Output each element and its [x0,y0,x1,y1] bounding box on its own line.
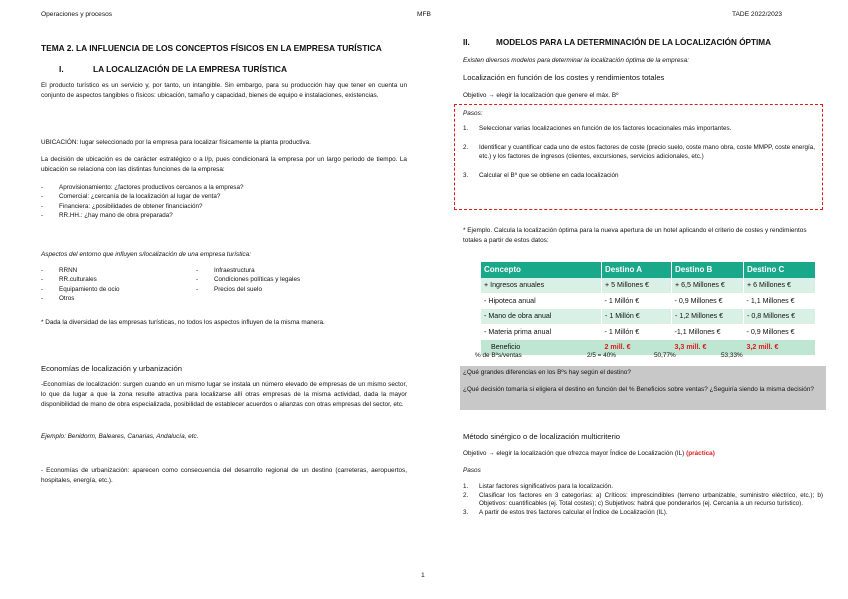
list-item: 3. Calcular el Bº que se obtiene en cada localización [463,172,619,179]
method-title: Método sinérgico o de localización multicriterio [463,432,621,441]
economies-title: Economías de localización y urbanización [41,364,182,373]
table-cell: 3,2 mill. € [744,340,816,356]
section-title-2: MODELOS PARA LA DETERMINACIÓN DE LA LOCALIZACIÓN ÓPTIMA [496,38,772,47]
section-number-2: II. [463,38,470,47]
list-item: 3. A partir de estos tres factores calcular el Índice de Localización (IL). [463,508,668,516]
steps-box [454,104,823,210]
diversity-note: * Dada la diversidad de las empresas turísticas, no todos los aspectos influyen de la misma manera. [41,319,325,326]
table-cell: + 6,5 Millones € [672,278,744,294]
list-item: - RR.culturales [41,275,196,284]
steps-list [463,125,815,181]
example-paragraph: * Ejemplo. Calcula la localización óptima para la nueva apertura de un hotel aplicando el criterio de costes y rendimientos totales a partir de estos datos: [463,227,807,244]
method-steps-label: Pasos [463,467,481,474]
page-title: TEMA 2. LA INFLUENCIA DE LOS CONCEPTOS FÍSICOS EN LA EMPRESA TURÍSTICA [41,43,382,53]
list-item: - Otros [41,294,196,303]
table-cell: Beneficio [481,340,602,356]
table-cell: - 1,1 Millones € [744,293,816,309]
intro-paragraph: El producto turístico es un servicio y, por tanto, un intangible. Sin embargo, para su producción hay que tener en cuenta un conjunto de aspectos tangibles o físicos: ubicación, tamaño y capacidad, bienes de equipo e instalaciones, existencias. [41,82,407,99]
header-right: TADE 2022/2023 [732,11,783,18]
table-header-cell: Destino C [744,262,816,278]
costs-subtitle: Localización en función de los costes y rendimientos totales [463,73,665,82]
questions-box [460,366,826,410]
table-cell: - 1 Millón € [602,309,672,325]
table-row [481,309,815,325]
method-objective: Objetivo → elegir la localización que ofrezca mayor Índice de Localización (IL) (práctica) [463,450,715,457]
list-item: 1. Listar factores significativos para la localización. [463,483,614,490]
aspects-grid [41,266,356,304]
method-steps-list [463,483,823,517]
page-number: 1 [421,572,425,579]
ratio-value: 53,33% [721,352,743,359]
table-cell: + 6 Millones € [744,278,816,294]
question-1: ¿Qué grandes diferencias en los Bºs hay según el destino? [463,369,631,376]
table-cell: - 1,2 Millones € [672,309,744,325]
ubicacion-definition: UBICACIÓN: lugar seleccionado por la empresa para localizar físicamente la planta productiva. [41,139,311,146]
table-cell: - Hipoteca anual [481,293,602,309]
steps-label: Pasos: [463,110,483,117]
ratio-label: % de Bºs/ventas [475,352,522,359]
table-header-row [481,262,815,278]
table-cell: - 0,9 Millones € [744,324,816,340]
practica-tag: (práctica) [686,450,715,457]
table-cell: 3,3 mill. € [672,340,744,356]
aspects-right-list [196,266,356,304]
table-cell: - Mano de obra anual [481,309,602,325]
table-row [481,293,815,309]
aspects-title: Aspectos del entorno que influyen s/localización de una empresa turística: [41,251,251,258]
table-cell: - 1 Millón € [602,293,672,309]
list-item: - Condiciones políticas y legales [196,275,356,284]
table-header-cell: Destino B [672,262,744,278]
list-item: - RR.HH.: ¿hay mano de obra preparada? [41,211,407,220]
list-item: - Equipamiento de ocio [41,285,196,294]
table-row [481,278,815,294]
example-line: Ejemplo: Benidorm, Baleares, Canarias, Andalucía, etc. [41,433,199,440]
aspects-left-list [41,266,196,304]
list-item: - RRNN [41,266,196,275]
list-item: - Aprovisionamiento: ¿factores productivos cercanos a la empresa? [41,183,407,192]
table-cell: - Materia prima anual [481,324,602,340]
table-cell: + 5 Millones € [602,278,672,294]
table-cell: 2 mill. € [602,340,672,356]
list-item: 2. Identificar y cuantificar cada uno de estos factores de coste (precio suelo, coste mano obra, coste MMPP, coste energía, etc.) y los factores de ingresos (clientes, excursiones, servicios adicionales, etc.) [463,143,815,160]
table-cell: - 1 Millón € [602,324,672,340]
header-left: Operaciones y procesos [41,11,113,18]
question-2: ¿Qué decisión tomaría si eligiera el destino en función del % Beneficios sobre ventas? ¿Seguiría siendo la misma decisión? [463,386,814,393]
list-item: - Comercial: ¿cercanía de la localización al lugar de venta? [41,192,407,201]
table-cell: -1,1 Millones € [672,324,744,340]
economies-localization: -Economías de localización: surgen cuando en un mismo lugar se instala un número elevado de empresas de un mismo sector, lo que da lugar a que la zona resulte atractiva para localizarse allí otras empresas de la misma actividad, dada la mayor disponibilidad de mano de obra especializada, posibilidad de establecer acuerdos o alianzas con otras empresas del sector, etc. [41,381,407,408]
header-center: MFB [417,11,431,18]
list-item: 2. Clasificar los factores en 3 categorías: a) Críticos: imprescindibles (terreno urbanizable, suministro eléctrico, etc.); b) Objetivos: cuantificables (ej. Total costes); c) Subjetivos: habrá que ponderarlos (ej. Cercanía a un recurso turístico). [463,491,823,508]
table-cell: - 0,9 Millones € [672,293,744,309]
costs-objective: Objetivo → elegir la localización que genere el máx. Bº [463,92,619,99]
economies-urbanization: - Economías de urbanización: aparecen como consecuencia del desarrollo regional de un destino (carreteras, aeropuertos, hospitales, energía, etc.). [41,467,407,484]
list-item: - Precios del suelo [196,285,356,294]
models-intro: Existen diversos modelos para determinar la localización óptima de la empresa: [463,57,689,64]
list-item: 1. Seleccionar varias localizaciones en función de los factores locacionales más importantes. [463,125,732,132]
table-header-cell: Concepto [481,262,602,278]
table-row [481,324,815,340]
section-title: LA LOCALIZACIÓN DE LA EMPRESA TURÍSTICA [93,64,288,74]
section-number: I. [59,64,64,74]
functions-list [41,183,407,221]
table-cell: + Ingresos anuales [481,278,602,294]
benefit-row [481,340,815,356]
decision-paragraph: La decisión de ubicación es de carácter estratégico o a l/p, pues condicionará la empresa por un largo periodo de tiempo. La ubicación se relaciona con las distintas funciones de la empresa: [41,156,407,173]
table-header-cell: Destino A [602,262,672,278]
list-item: - Infraestructura [196,266,356,275]
ratio-value: 2/5 = 40% [587,352,616,359]
table-cell: - 0,8 Millones € [744,309,816,325]
list-item: - Financiera: ¿posibilidades de obtener financiación? [41,202,407,211]
ratio-value: 50,77% [654,352,676,359]
costs-table [481,262,815,355]
